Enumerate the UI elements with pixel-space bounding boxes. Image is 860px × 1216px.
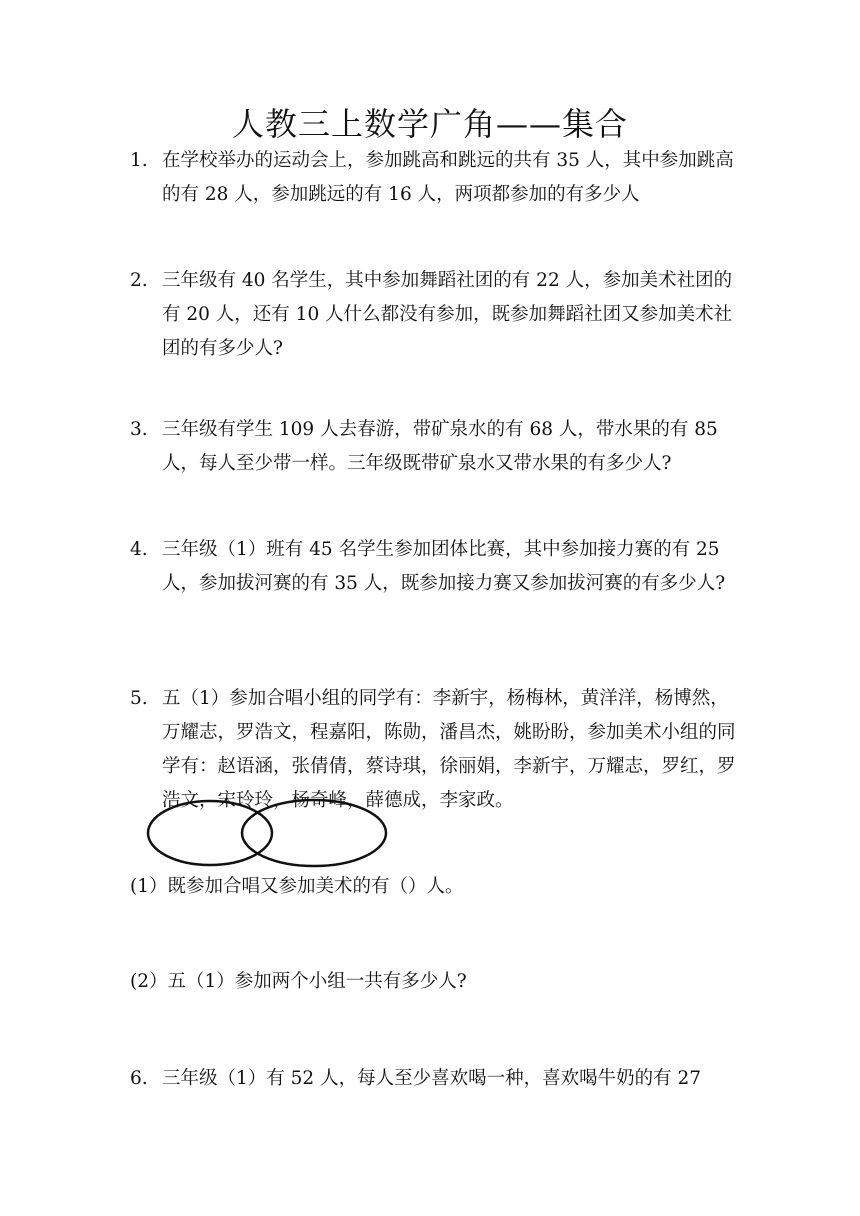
question-text: 三年级有学生 109 人去春游，带矿泉水的有 68 人，带水果的有 85 人，每人至少带一样。三年级既带矿泉水又带水果的有多少人?: [162, 419, 718, 474]
question-1: [130, 144, 740, 212]
venn-circle-right: [242, 800, 386, 866]
page-title: 人教三上数学广角——集合: [231, 105, 628, 143]
question-number: 6.: [130, 1068, 148, 1089]
question-2: [130, 264, 740, 366]
venn-diagram: [140, 795, 400, 875]
question-6: [130, 1062, 740, 1096]
question-text: 三年级（1）班有 45 名学生参加团体比赛，其中参加接力赛的有 25 人，参加拔河赛的有 35 人，既参加接力赛又参加拔河赛的有多少人?: [162, 539, 726, 594]
question-number: 4.: [130, 539, 148, 560]
subquestion-1: (1）既参加合唱又参加美术的有（）人。: [130, 876, 464, 897]
question-text: 三年级（1）有 52 人，每人至少喜欢喝一种，喜欢喝牛奶的有 27: [162, 1068, 701, 1089]
question-number: 3.: [130, 419, 148, 440]
question-4: [130, 533, 740, 601]
venn-circle-left: [148, 801, 272, 865]
question-3: [130, 413, 740, 481]
subquestion-2: (2）五（1）参加两个小组一共有多少人?: [130, 971, 467, 992]
question-number: 1.: [130, 150, 148, 171]
question-text: 五（1）参加合唱小组的同学有：李新宇，杨梅林，黄洋洋，杨博然，万耀志，罗浩文，程嘉阳，陈勋，潘昌杰，姚盼盼，参加美术小组的同学有：赵语涵，张倩倩，蔡诗琪，徐丽娟，李新宇，万耀志，罗红，罗浩文，宋玲玲，杨奇峰，薛德成，李家政。: [162, 688, 736, 811]
question-text: 三年级有 40 名学生，其中参加舞蹈社团的有 22 人，参加美术社团的有 20 人，还有 10 人什么都没有参加，既参加舞蹈社团又参加美术社团的有多少人?: [162, 270, 733, 359]
question-number: 2.: [130, 270, 148, 291]
question-number: 5.: [130, 688, 148, 709]
question-text: 在学校举办的运动会上，参加跳高和跳远的共有 35 人，其中参加跳高的有 28 人，参加跳远的有 16 人，两项都参加的有多少人: [162, 150, 734, 205]
